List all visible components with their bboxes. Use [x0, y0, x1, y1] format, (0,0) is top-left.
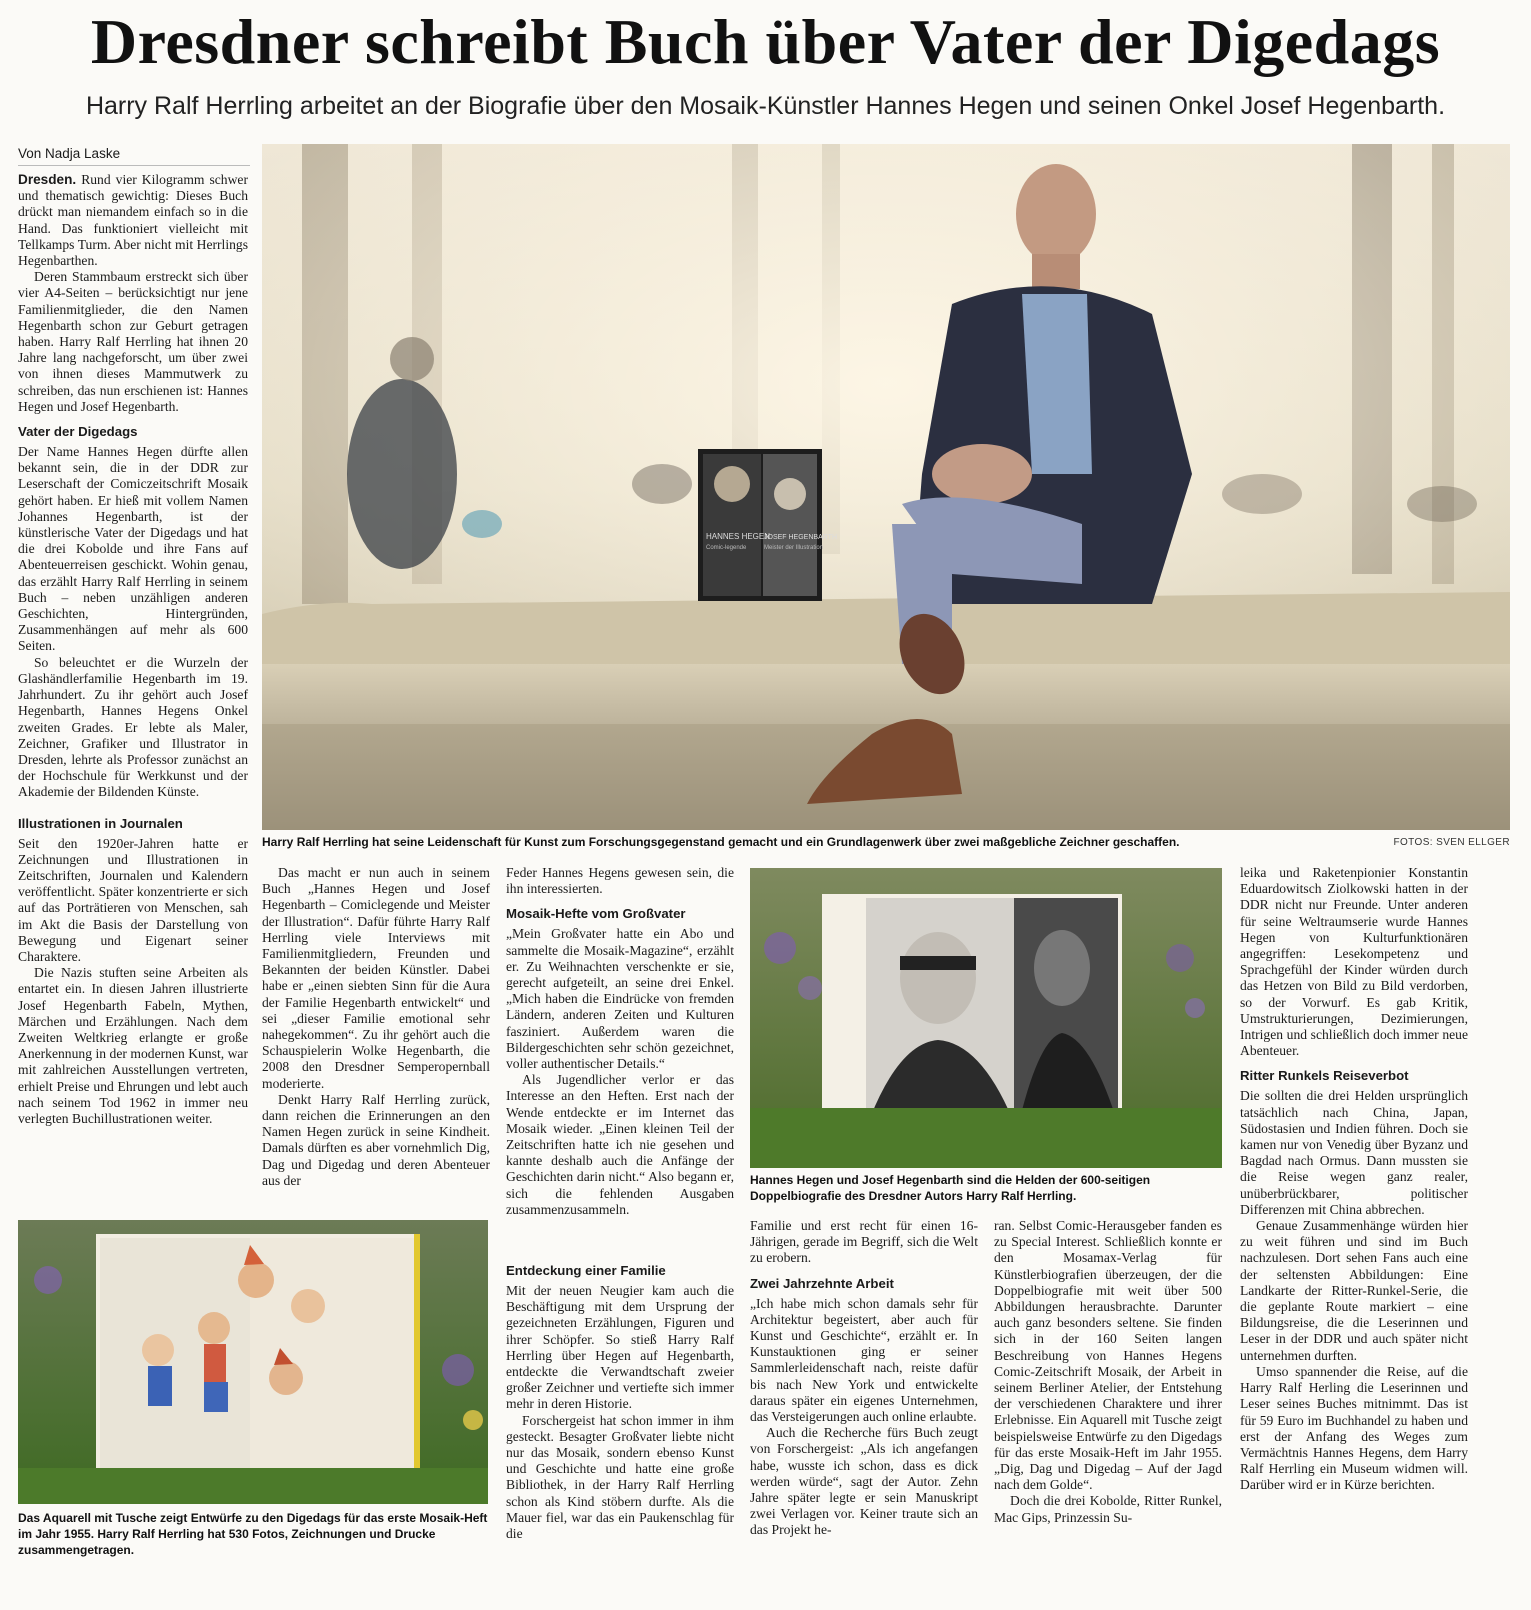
- photo-credit: FOTOS: SVEN ELLGER: [1393, 837, 1510, 848]
- photo-book-open-caption: Hannes Hegen und Josef Hegenbarth sind die Helden der 600-seitigen Doppelbiografie des Dresdner Autors Harry Ralf Herrling.: [750, 1173, 1151, 1203]
- subheading-ritter: Ritter Runkels Reiseverbot: [1240, 1068, 1409, 1084]
- subheadline: Harry Ralf Herrling arbeitet an der Biografie über den Mosaik-Künstler Hannes Hegen und seinen Onkel Josef Hegenbarth.: [85, 92, 1446, 120]
- col3-p2: „Mein Großvater hatte ein Abo und sammelte die Mosaik-Magazine“, erzählt er. Zu Weihnachten verschenkte er sie, gerecht aufgeteilt, an seine drei Enkel. „Mich haben die Eindrücke von fremden Ländern, anderen Zeiten und Kulturen fasziniert. Außerdem waren die Bildergeschichten sehr schön gezeichnet, voller authentischer Details.“: [506, 926, 734, 1072]
- col1-p6: Die Nazis stuften seine Arbeiten als entartet ein. In diesen Jahren illustrierte Josef Hegenbarth Fabeln, Mythen, Märchen und Erzählungen. Nach dem Zweiten Weltkrieg erlangte er große Anerkennung in der modernen Kunst, war mit zahlreichen Ausstellungen vertreten, erhielt Preise und Ehrungen und lebt auch nach seinem Tod 1962 in immer neu verlegten Buchillustrationen weiter.: [18, 965, 248, 1126]
- column-1: [18, 172, 248, 1127]
- column-4: [1240, 865, 1468, 1494]
- main-photo-caption: Harry Ralf Herrling hat seine Leidenschaft für Kunst zum Forschungsgegenstand gemacht und ein Grundlagenwerk über zwei maßgebliche Zeichner geschaffen.: [262, 835, 1180, 849]
- col3-p3: Als Jugendlicher verlor er das Interesse an den Heften. Erst nach der Wende entdeckte er im Internet das Mosaik wieder. „Einen kleinen Teil der Zeitschriften hatte ich nie gesehen und kannte deshalb auch die Anfänge der Geschichten darin nicht.“ Also begann er, sich die fehlenden Ausgaben zusammenzusammeln.: [506, 1072, 734, 1217]
- subheading-entdeckung: Entdeckung einer Familie: [506, 1263, 666, 1278]
- col4-p1: leika und Raketenpionier Konstantin Eduardowitsch Ziolkowski hatten in der DDR nicht nur Freunde. Unter anderen für seine Weltraumserie wurde Hannes Hegen von Kulturfunktionären angegriffen: Lesekompetenz und Sprachgefühl der Kinder würden durch das Hetzen von Bild zu Bild verdorben, so der Vorwurf. Es gab Kritik, Umstrukturierungen, Dezimierungen, Intrigen und schließlich doch immer neue Abenteuer.: [1240, 865, 1468, 1059]
- col4-p2: Die sollten die drei Helden ursprünglich tatsächlich nach China, Japan, Südostasien und Indien führen. Doch sie kamen nur von Venedig über Byzanz und Bagdad nach Ormus. Dann mussten sie die Reise wegen ganz realer, unüberbrückbarer, politischer Differenzen mit China abbrechen.: [1240, 1088, 1468, 1217]
- bottom3-p3: Auch die Recherche fürs Buch zeugt von Forschergeist: „Als ich angefangen habe, wusste ich schon, dass es dick werden würde“, sagt der Autor. Zehn Jahre später legte er sein Manuskript zwei Verlagen vor. Keiner traute sich an das Projekt he-: [750, 1425, 978, 1538]
- col2-p1: Das macht er nun auch in seinem Buch „Hannes Hegen und Josef Hegenbarth – Comiclegende und Meister der Illustration“. Dafür führte Harry Ralf Herrling viele Interviews mit Familienmitgliedern, Freunden und Bekannten der beiden Künstler. Dabei habe er „einen siebten Sinn für die Aura der Familie Hegenbarth entwickelt“ und sei „dieser Familie emotional sehr nahegekommen“. Zu ihr gehört auch die Schauspielerin Wolke Hegenbarth, die 2008 den Dresdner Semperopernball moderierte.: [262, 865, 490, 1091]
- col2-p2: Denkt Harry Ralf Herrling zurück, dann reichen die Erinnerungen an den Namen Hegen zurück in seine Kindheit. Damals dürften es aber vornehmlich Dig, Dag und Digedag und deren Abenteuer aus der: [262, 1091, 490, 1188]
- bottom4-p2: Doch die drei Kobolde, Ritter Runkel, Mac Gips, Prinzessin Su-: [994, 1493, 1222, 1525]
- col1-p1: Rund vier Kilogramm schwer und thematisch gewichtig: Dieses Buch drückt man niemandem einfach so in die Hand. Das funktioniert vielleicht mit Tellkamps Turm. Aber nicht mit Herrlings Hegenbarthen.: [18, 172, 248, 269]
- col1-p3: Der Name Hannes Hegen dürfte allen bekannt sein, die in der DDR zur Leserschaft der Comiczeitschrift Mosaik gehört haben. Er hieß mit vollem Namen Johannes Hegenbarth, ist der künstlerische Vater der Digedags und hat die drei Kobolde und ihre Fans auf Abenteuerreisen geschickt. Wohin genau, das erzählt Harry Ralf Herrling in seinem Buch – neben unzähligen anderen Geschichten, Hintergründen, Zusammenhängen auf mehr als 600 Seiten.: [18, 444, 248, 654]
- col1-p5: Seit den 1920er-Jahren hatte er Zeichnungen und Illustrationen in Zeitschriften, Journalen und Kalendern veröffentlicht. Später konzentrierte er sich auf das Porträtieren von Menschen, sah im Akt die Basis der Darstellung von Bewegung und Eigenart seiner Charaktere.: [18, 835, 248, 964]
- bottom2-p1: Mit der neuen Neugier kam auch die Beschäftigung mit dem Ursprung der gezeichneten Erzählungen, Figuren und ihrer Schöpfer. So stieß Harry Ralf Herrling über Hegen auf Hegenbarth, entdeckte die Verwandtschaft zweier großer Zeichner und vertiefte sich immer mehr in deren Historie.: [506, 1283, 734, 1412]
- column-3-bottom: [750, 1218, 978, 1539]
- subheading-vater: Vater der Digedags: [18, 424, 138, 440]
- col3-p1: Feder Hannes Hegens gewesen sein, die ihn interessierten.: [506, 865, 734, 897]
- column-3-top: [506, 865, 734, 1218]
- book-sub-left: Comic-legende: [706, 545, 747, 551]
- bottom4-p1: ran. Selbst Comic-Herausgeber fanden es zu Special Interest. Schließlich konnte er den Mosamax-Verlag für Künstlerbiografien überzeugen, der die Doppelbiografie mit weit über 500 Abbildungen herausbrachte. Darunter auch ganz besonders seltene. Sie finden sich in der 160 Seiten langen Beschreibung von Hannes Hegens Comic-Zeitschrift Mosaik, der Arbeit in seinem Berliner Atelier, der Entstehung der verschiedenen Charaktere und ihrer Erlebnisse. Ein Aquarell mit Tusche zeigt beispielsweise Entwürfe zu den Digedags für das erste Mosaik-Heft im Jahr 1955. „Dig, Dag und Digedag – Auf der Jagd nach dem Golde“.: [994, 1218, 1222, 1493]
- bottom3-p1: Familie und erst recht für einen 16-Jährigen, gerade im Begriff, sich die Welt zu erobern.: [750, 1218, 978, 1266]
- col4-p4: Umso spannender die Reise, auf die Harry Ralf Herling die Leserinnen und Leser seines Buches mitnimmt. Das ist für 59 Euro im Buchhandel zu haben und erst der Anfang des Weges zum Vermächtnis Hannes Hegens, dem Harry Ralf Herrling ein Museum widmen will. Darüber wird er in Kürze berichten.: [1240, 1363, 1468, 1493]
- main-photo: [262, 144, 1510, 830]
- col1-p2: Deren Stammbaum erstreckt sich über vier A4-Seiten – berücksichtigt nur jene Familienmitglieder, die den Namen Hegenbarth schon zur Geburt getragen haben. Harry Ralf Herrling hat ihnen 20 Jahre lang nachgeforscht, um über zwei von ihnen dieses Mammutwerk zu schreiben, das nun erschienen ist: Hannes Hegen und Josef Hegenbarth.: [18, 269, 248, 414]
- book-title-right: JOSEF HEGENBARTH: [764, 534, 837, 541]
- byline: Von Nadja Laske: [18, 145, 250, 166]
- dateline: Dresden.: [18, 172, 77, 187]
- book-title-left: HANNES HEGEN: [706, 532, 771, 541]
- column-4-bottom: [994, 1218, 1222, 1526]
- headline: Dresdner schreibt Buch über Vater der Digedags: [90, 6, 1441, 77]
- col1-p4: So beleuchtet er die Wurzeln der Glashändlerfamilie Hegenbarth im 19. Jahrhundert. Zu ihr gehört auch Josef Hegenbarth, Hannes Hegens Onkel zweiten Grades. Er lebte als Maler, Zeichner, Grafiker und Illustrator in Dresden, lehrte als Professor zunächst an der Hochschule für Werkkunst und der Akademie der Bildenden Künste.: [18, 654, 248, 800]
- bottom2-p2: Forschergeist hat schon immer in ihm gesteckt. Besagter Großvater liebte nicht nur das Mosaik, sondern ebenso Kunst und Geschichte und hatte eine große Bibliothek, in der Harry Ralf Herrling schon als Kind stöbern durfte. Als die Mauer fiel, war das ein Paukenschlag für die: [506, 1412, 734, 1542]
- column-2-top: [262, 865, 490, 1189]
- subheading-zwei-jahrzehnte: Zwei Jahrzehnte Arbeit: [750, 1275, 894, 1291]
- column-2-bottom: [506, 1262, 734, 1542]
- bottom3-p2: „Ich habe mich schon damals sehr für Architektur begeistert, aber auch für Kunst und Geschichte“, erzählt er. In Kunstauktionen ging er seiner Sammlerleidenschaft nach, reiste dafür bis nach New York und entwickelte daraus später ein eigenes Unternehmen, das Versteigerungen auch online erlaubte.: [750, 1295, 978, 1425]
- subheading-mosaik-hefte: Mosaik-Hefte vom Großvater: [506, 906, 686, 922]
- subheading-illustrationen: Illustrationen in Journalen: [18, 815, 183, 831]
- photo-aquarell: [18, 1220, 488, 1504]
- photo-aquarell-caption: Das Aquarell mit Tusche zeigt Entwürfe zu den Digedags für das erste Mosaik-Heft im Jahr 1955. Harry Ralf Herrling hat 530 Fotos, Zeichnungen und Drucke zusammengetragen.: [18, 1511, 488, 1557]
- book-sub-right: Meister der Illustration: [764, 545, 824, 551]
- col4-p3: Genaue Zusammenhänge würden hier zu weit führen und sind im Buch nachzulesen. Dort sehen Fans auch eine der seltensten Abbildungen: Eine Landkarte der Ritter-Runkel-Serie, die die geplante Route markiert – eine Bildungsreise, die die Leserinnen und Leser in der DDR und auch später nicht unternehmen durften.: [1240, 1218, 1468, 1363]
- photo-book-open: [750, 868, 1222, 1168]
